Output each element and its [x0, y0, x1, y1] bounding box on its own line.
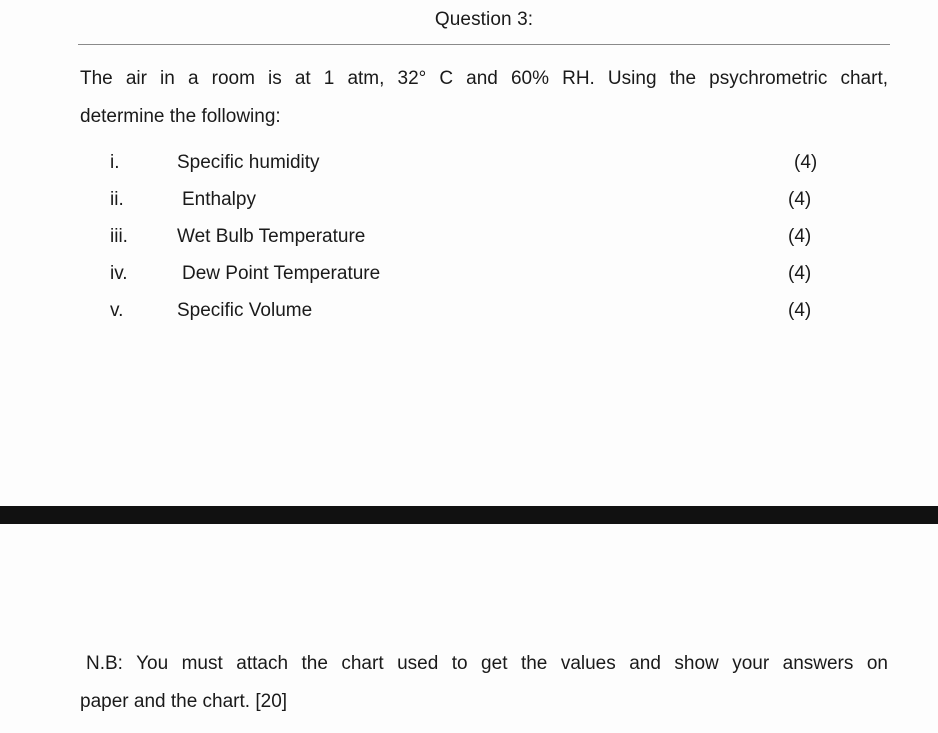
item-label: Specific Volume: [177, 300, 313, 321]
item-label: Wet Bulb Temperature: [177, 226, 366, 247]
sub-question-list: [0, 146, 938, 331]
question-heading: Question 3:: [434, 9, 534, 30]
item-marks: (4): [794, 152, 818, 173]
sub-question-item: [0, 220, 938, 257]
intro-line-1: The air in a room is at 1 atm, 32° C and 60% RH. Using the psychrometric chart,: [80, 68, 888, 89]
item-marks: (4): [788, 300, 812, 321]
intro-line-2: determine the following:: [80, 106, 281, 127]
item-marks: (4): [788, 189, 812, 210]
item-label: Dew Point Temperature: [182, 263, 381, 284]
note-line-2: paper and the chart. [20]: [80, 691, 288, 712]
sub-question-item: [0, 294, 938, 331]
nb-note: [80, 645, 888, 721]
item-numeral: iii.: [110, 226, 128, 247]
note-line-1: N.B: You must attach the chart used to get the values and show your answers on: [86, 653, 888, 674]
item-numeral: v.: [110, 300, 124, 321]
page-break-bar: [0, 506, 938, 524]
sub-question-item: [0, 146, 938, 183]
item-marks: (4): [788, 226, 812, 247]
heading-divider: [78, 44, 890, 45]
sub-question-item: [0, 183, 938, 220]
item-label: Specific humidity: [177, 152, 320, 173]
question-intro: [80, 60, 888, 136]
item-numeral: i.: [110, 152, 120, 173]
item-marks: (4): [788, 263, 812, 284]
item-numeral: ii.: [110, 189, 124, 210]
sub-question-item: [0, 257, 938, 294]
item-label: Enthalpy: [182, 189, 256, 210]
item-numeral: iv.: [110, 263, 128, 284]
